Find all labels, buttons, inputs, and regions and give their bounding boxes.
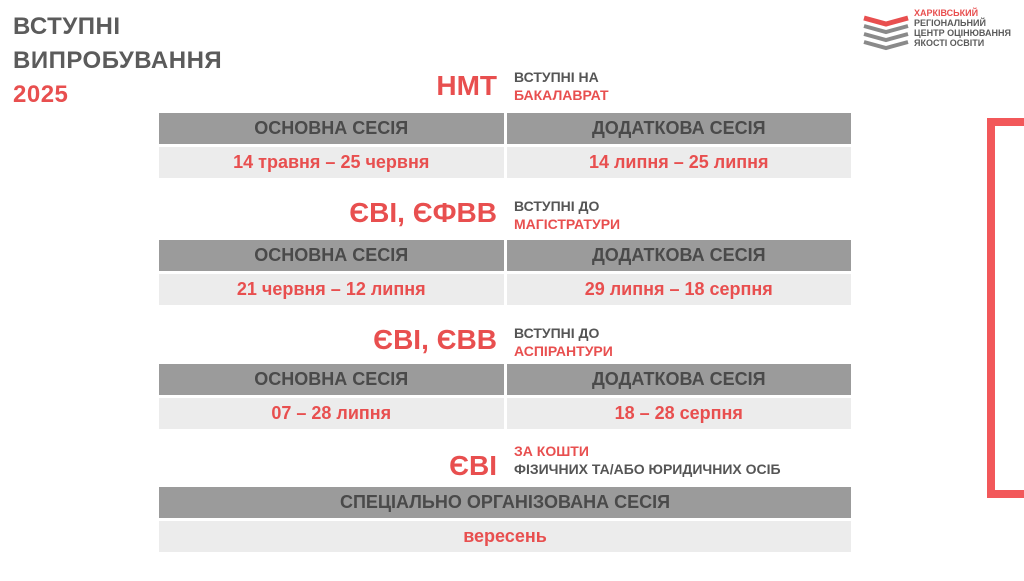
title-line-1: ВСТУПНІ xyxy=(13,13,121,40)
section-desc-line-1: ЗА КОШТИ xyxy=(514,443,589,459)
section-abbr: ЄВІ, ЄВВ xyxy=(373,324,497,355)
date-main-session: 07 – 28 липня xyxy=(159,398,504,429)
header-extra-session: ДОДАТКОВА СЕСІЯ xyxy=(507,364,852,395)
logo-line-1: ХАРКІВСЬКИЙ xyxy=(914,8,979,18)
section-desc xyxy=(514,197,620,233)
header-main-session: ОСНОВНА СЕСІЯ xyxy=(159,364,504,395)
title-year: 2025 xyxy=(13,81,69,108)
date-extra-session: 14 липня – 25 липня xyxy=(507,147,852,178)
date-special-session: вересень xyxy=(159,521,851,552)
section-desc-line-1: ВСТУПНІ НА xyxy=(514,69,599,85)
header-extra-session: ДОДАТКОВА СЕСІЯ xyxy=(507,113,852,144)
section-phd-heading xyxy=(159,322,851,362)
date-main-session: 21 червня – 12 липня xyxy=(159,274,504,305)
logo-line-2: РЕГІОНАЛЬНИЙ xyxy=(914,18,986,28)
title-line-2: ВИПРОБУВАННЯ xyxy=(13,47,223,74)
logo-line-4: ЯКОСТІ ОСВІТИ xyxy=(914,38,985,48)
session-table-nmt xyxy=(159,113,851,178)
section-desc-line-2: ФІЗИЧНИХ ТА/АБО ЮРИДИЧНИХ ОСІБ xyxy=(514,461,781,477)
header-main-session: ОСНОВНА СЕСІЯ xyxy=(159,113,504,144)
section-desc-line-2: БАКАЛАВРАТ xyxy=(514,87,609,103)
logo xyxy=(862,8,1011,56)
date-extra-session: 29 липня – 18 серпня xyxy=(507,274,852,305)
decorative-bracket xyxy=(987,118,1024,498)
session-table-master xyxy=(159,240,851,305)
date-extra-session: 18 – 28 серпня xyxy=(507,398,852,429)
section-abbr: НМТ xyxy=(436,70,497,101)
section-abbr: ЄВІ xyxy=(449,450,497,481)
session-table-phd xyxy=(159,364,851,429)
section-nmt-heading xyxy=(159,68,851,108)
header-extra-session: ДОДАТКОВА СЕСІЯ xyxy=(507,240,852,271)
section-master-heading xyxy=(159,195,851,235)
date-main-session: 14 травня – 25 червня xyxy=(159,147,504,178)
header-special-session: СПЕЦІАЛЬНО ОРГАНІЗОВАНА СЕСІЯ xyxy=(159,487,851,518)
header-main-session: ОСНОВНА СЕСІЯ xyxy=(159,240,504,271)
section-paid-heading xyxy=(159,442,851,482)
section-desc-line-2: МАГІСТРАТУРИ xyxy=(514,216,621,232)
section-desc-line-2: АСПІРАНТУРИ xyxy=(514,343,613,359)
section-desc xyxy=(514,324,613,360)
section-abbr: ЄВІ, ЄФВВ xyxy=(349,197,497,228)
section-desc-line-1: ВСТУПНІ ДО xyxy=(514,325,600,341)
section-desc xyxy=(514,442,781,478)
logo-text xyxy=(914,8,1011,48)
section-desc-line-1: ВСТУПНІ ДО xyxy=(514,198,600,214)
logo-line-3: ЦЕНТР ОЦІНЮВАННЯ xyxy=(914,28,1011,38)
session-table-paid xyxy=(159,487,851,552)
section-desc xyxy=(514,68,609,104)
logo-book-icon xyxy=(862,12,910,52)
